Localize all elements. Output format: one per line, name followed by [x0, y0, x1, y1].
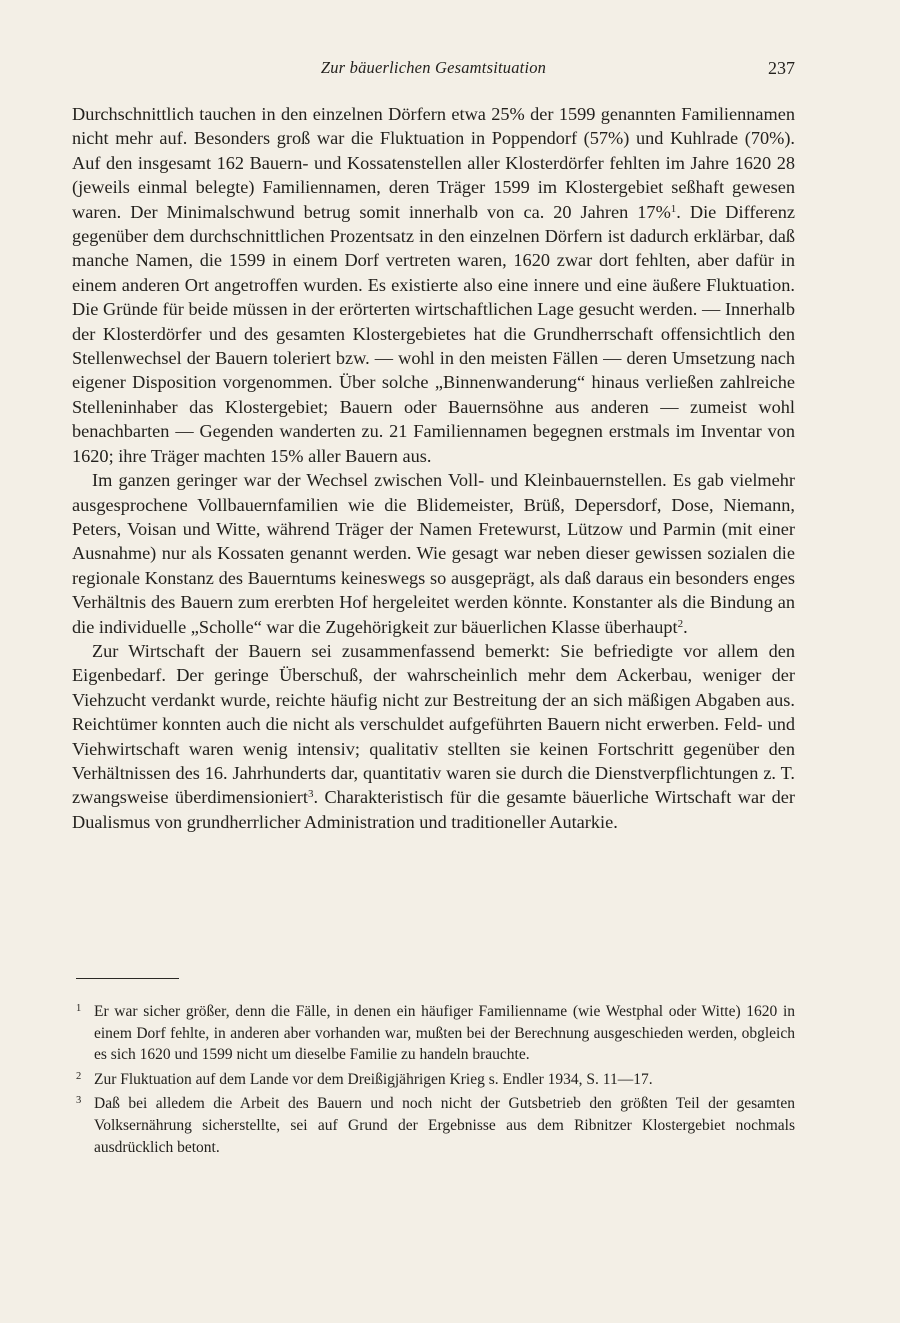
footnote-text: Zur Fluktuation auf dem Lande vor dem Dreißigjährigen Krieg s. Endler 1934, S. 11—17.: [94, 1070, 653, 1088]
footnote-text: Daß bei alledem die Arbeit des Bauern und noch nicht der Gutsbetrieb den größten Teil der gesamten Volksernährung sicherstellte, sei auf Grund der Ergebnisse aus dem Ribnitzer Klostergebiet nochmals ausdrücklich betont.: [94, 1095, 795, 1156]
body-text: [72, 102, 795, 834]
paragraph-3-text-b: . Charakteristisch für die gesamte bäuerliche Wirtschaft war der Dualismus von grundherrlicher Administration und traditioneller Autarkie.: [72, 787, 795, 832]
running-head: Zur bäuerlichen Gesamtsituation: [320, 58, 547, 77]
footnote-2: [76, 1069, 795, 1091]
footnotes: [76, 1001, 795, 1161]
footnote-ref-1[interactable]: 1: [670, 202, 677, 215]
paragraph-1-text-b: . Die Differenz gegenüber dem durchschnittlichen Prozentsatz in den einzelnen Dörfern ist dadurch erklärbar, daß manche Namen, die 1599 in einem Dorf vertreten waren, 1620 zwar dort fehlten, aber dafür in einem anderen Ort angetroffen wurden. Es existierte also eine innere und eine äußere Fluktuation. Die Gründe für beide müssen in der erörterten wirtschaftlichen Lage gesucht werden. — Innerhalb der Klosterdörfer und des gesamten Klostergebietes hat die Grundherrschaft offensichtlich den Stellenwechsel der Bauern toleriert bzw. — wohl in den meisten Fällen — deren Umsetzung nach eigener Disposition vorgenommen. Über solche „Binnenwanderung“ hinaus verließen zahlreiche Stelleninhaber das Klostergebiet; Bauern oder Bauernsöhne aus anderen — zumeist wohl benachbarten — Gegenden wanderten zu. 21 Familiennamen begegnen erstmals im Inventar von 1620; ihre Träger machten 15% aller Bauern aus.: [72, 201, 795, 466]
paragraph-3: [72, 639, 795, 834]
paragraph-2-text-a: Im ganzen geringer war der Wechsel zwischen Voll- und Kleinbauernstellen. Es gab vielmehr ausgesprochene Vollbauernfamilien wie die Blidemeister, Brüß, Depersdorf, Dose, Niemann, Peters, Voisan und Witte, während Träger der Namen Fretewurst, Lützow und Parmin (mit einer Ausnahme) nur als Kossaten genannt werden. Wie gesagt war neben dieser gewissen sozialen die regionale Konstanz des Bauerntums keineswegs so ausgeprägt, als daß daraus ein besonders enges Verhältnis des Bauern zum ererbten Hof hergeleitet werden könnte. Konstanter als die Bindung an die individuelle „Scholle“ war die Zugehörigkeit zur bäuerlichen Klasse überhaupt: [72, 470, 795, 637]
page-header: [72, 58, 795, 84]
paragraph-3-text-a: Zur Wirtschaft der Bauern sei zusammenfassend bemerkt: Sie befriedigte vor allem den Eigenbedarf. Der geringe Überschuß, der wahrscheinlich mehr dem Ackerbau, weniger der Viehzucht verdankt wurde, reichte häufig nicht zur Bestreitung der an sich mäßigen Abgaben aus. Reichtümer konnten auch die nicht als verschuldet aufgeführten Bauern nicht erwerben. Feld- und Viehwirtschaft waren wenig intensiv; qualitativ stellten sie keinen Fortschritt gegenüber den Verhältnissen des 16. Jahrhunderts dar, quantitativ waren sie durch die Dienstverpflichtungen z. T. zwangsweise überdimensioniert: [72, 640, 795, 808]
footnote-mark: 2: [76, 1070, 82, 1082]
paragraph-2-text-b: .: [683, 616, 688, 637]
footnote-rule: [76, 978, 179, 979]
footnote-1: [76, 1001, 795, 1066]
paragraph-2: [72, 468, 795, 639]
footnote-3: [76, 1093, 795, 1158]
footnote-text: Er war sicher größer, denn die Fälle, in denen ein häufiger Familienname (wie Westphal oder Witte) 1620 in einem Dorf fehlte, in anderen aber vorhanden war, mußten bei der Berechnung ausgeschieden werden, obgleich es sich 1620 und 1599 nicht um dieselbe Familie zu handeln brauchte.: [94, 1003, 795, 1064]
page-number: 237: [768, 58, 795, 78]
paragraph-1: [72, 102, 795, 468]
footnote-mark: 3: [76, 1095, 82, 1107]
footnote-ref-2[interactable]: 2: [677, 617, 684, 630]
footnote-mark: 1: [76, 1003, 82, 1014]
paragraph-1-text-a: Durchschnittlich tauchen in den einzelnen Dörfern etwa 25% der 1599 genannten Familiennamen nicht mehr auf. Besonders groß war die Fluktuation in Poppendorf (57%) und Kuhlrade (70%). Auf den insgesamt 162 Bauern- und Kossatenstellen aller Klosterdörfer fehlten im Jahre 1620 28 (jeweils einmal belegte) Familiennamen, deren Träger 1599 im Klostergebiet seßhaft gewesen waren. Der Minimalschwund betrug somit innerhalb von ca. 20 Jahren 17%: [72, 104, 795, 222]
footnote-ref-3[interactable]: 3: [307, 788, 314, 801]
